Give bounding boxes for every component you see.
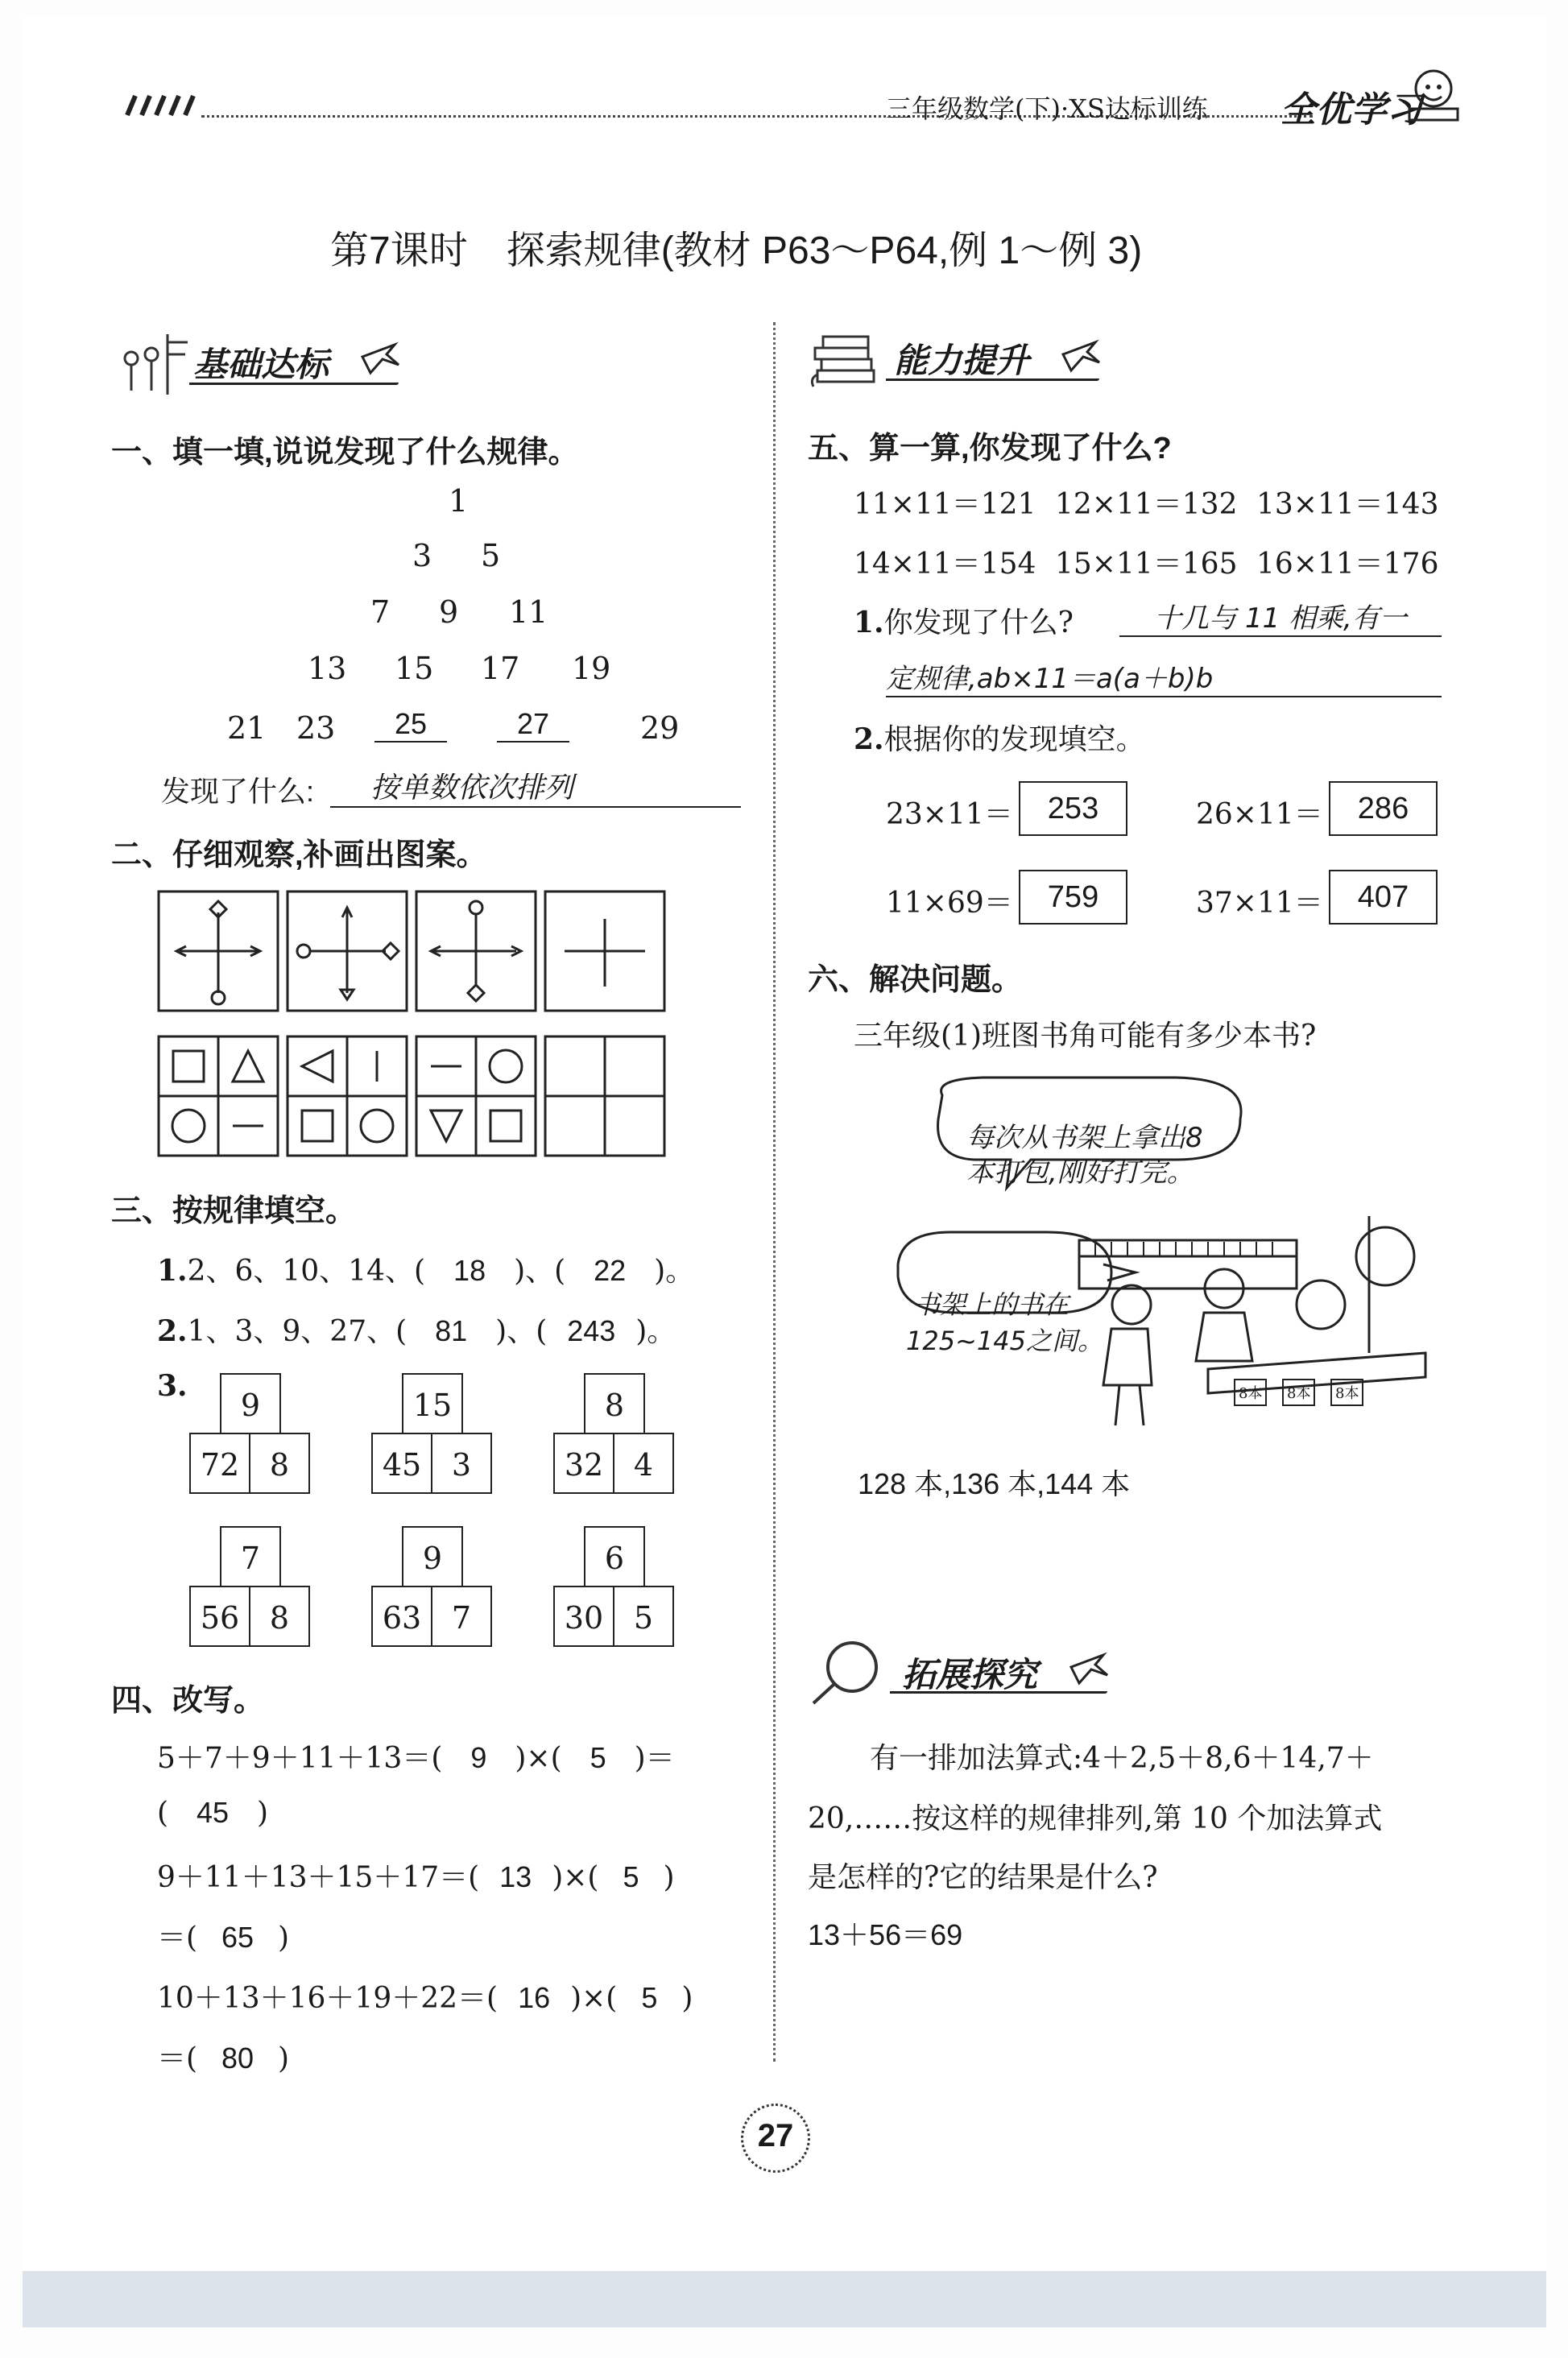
q6-answer: 128 本,136 本,144 本: [858, 1467, 1131, 1500]
scan-bottom-band: [23, 2271, 1546, 2327]
fill-box-2: 286: [1329, 781, 1438, 836]
q5-s2: [854, 717, 1145, 758]
q3-item3-num: 3.: [157, 1369, 188, 1403]
num-house-left: 72: [189, 1433, 250, 1494]
num-house-top: 6: [584, 1526, 645, 1587]
q6-label: 六、解决问题。: [808, 963, 1023, 997]
q3-item2-text: 1、3、9、27、(: [187, 1315, 408, 1348]
banner-underline: [189, 383, 399, 385]
banner-underline: [886, 379, 1099, 381]
q5-eq-row1-1: 11×11＝121: [854, 488, 1036, 521]
shape-pattern-grid: [157, 1035, 672, 1163]
num-house-top: 9: [402, 1526, 463, 1587]
plane-icon: [354, 329, 403, 380]
q3-item2-ans2: 243: [567, 1314, 616, 1347]
num-house-top: 9: [220, 1373, 281, 1434]
num-house-right: 8: [249, 1433, 310, 1494]
header-stripes: [121, 93, 201, 117]
q6-question: 三年级(1)班图书角可能有多少本书?: [854, 1020, 1317, 1053]
fill-expr-1: 23×11＝: [886, 798, 1013, 831]
q4-line1: [157, 1735, 675, 1777]
tri-5: 5: [481, 538, 501, 573]
people-icon: [111, 326, 192, 402]
tri-3: 3: [412, 538, 432, 573]
q4-l6-close: ): [278, 2042, 290, 2075]
q4-l1-mid: )×(: [515, 1742, 562, 1775]
num-house-left: 63: [371, 1586, 432, 1647]
bubble2-line2: 125~145之间。: [906, 1326, 1103, 1356]
num-house-right: 7: [431, 1586, 492, 1647]
tri-7: 7: [370, 594, 391, 630]
plane-icon: [1055, 326, 1103, 378]
num-house-left: 30: [553, 1586, 614, 1647]
q3-item1-ans2: 22: [594, 1254, 627, 1287]
num-house-left: 45: [371, 1433, 432, 1494]
page-number: 27: [757, 2118, 794, 2153]
num-house-right: 5: [613, 1586, 674, 1647]
tri-17: 17: [481, 651, 520, 686]
fill-box-4: 407: [1329, 870, 1438, 925]
q7-line2: 20,……按这样的规律排列,第 10 个加法算式: [808, 1802, 1383, 1835]
header-brand: 全优学习: [1280, 89, 1422, 130]
q4-l4-open: ＝(: [157, 1922, 198, 1955]
q4-l3-ans-a: 13: [499, 1860, 532, 1893]
books-icon: [805, 322, 886, 398]
q5-s1-text: 你发现了什么?: [883, 606, 1074, 639]
fill-expr-2: 26×11＝: [1196, 798, 1323, 831]
tri-15: 15: [395, 651, 434, 686]
q4-l1-ans-a: 9: [470, 1741, 487, 1774]
book-pack-3: 8本: [1330, 1379, 1363, 1406]
tri-23: 23: [296, 710, 336, 746]
arrow-pattern-grid: [157, 890, 672, 1018]
q5-s1: [854, 600, 1074, 641]
q3-item1-end: )。: [654, 1255, 695, 1288]
found-answer: 按单数依次排列: [330, 765, 741, 808]
tri-21: 21: [227, 710, 267, 746]
tri-13: 13: [308, 651, 347, 686]
q4-line2: [157, 1796, 268, 1830]
q5-s2-num: 2.: [854, 722, 884, 756]
q3-item2-end: )。: [635, 1315, 676, 1348]
q5-eq-row1-3: 13×11＝143: [1256, 488, 1439, 521]
fill-box-1: 253: [1019, 781, 1127, 836]
fill-box-3: 759: [1019, 870, 1127, 925]
q3-label: 三、按规律填空。: [111, 1194, 357, 1228]
magnifier-icon: [805, 1635, 886, 1711]
tri-19: 19: [572, 651, 611, 686]
tri-29: 29: [640, 710, 680, 746]
q4-line4: [157, 1915, 289, 1956]
q4-l2-open: (: [157, 1797, 169, 1830]
q5-s1-answer-line2: 定规律,ab×11＝a(a＋b)b: [886, 656, 1442, 697]
tri-answer-25: 25: [374, 707, 447, 743]
q5-eq-row2-2: 15×11＝165: [1055, 548, 1238, 581]
q1-label: 一、填一填,说说发现了什么规律。: [111, 436, 579, 470]
q4-line6: [157, 2036, 289, 2077]
q4-line3: [157, 1855, 675, 1896]
q3-item1-ans1: 18: [453, 1254, 486, 1287]
q5-s1-answer-line1: 十几与 11 相乘,有一: [1119, 596, 1442, 637]
q5-eq-row1-2: 12×11＝132: [1055, 488, 1238, 521]
banner-basic: 基础达标: [193, 345, 329, 383]
banner-underline: [890, 1691, 1107, 1694]
q4-l5-ans-b: 5: [641, 1981, 658, 2014]
bubble2-line1: 书架上的书在: [914, 1289, 1069, 1320]
fill-expr-3: 11×69＝: [886, 887, 1013, 920]
num-house-left: 32: [553, 1433, 614, 1494]
num-house-left: 56: [189, 1586, 250, 1647]
q3-item2-mid: )、(: [495, 1315, 548, 1348]
q4-l1-ans-b: 5: [590, 1741, 606, 1774]
q3-item1-mid: )、(: [514, 1255, 566, 1288]
q4-l6-ans: 80: [221, 2042, 254, 2075]
found-label: 发现了什么:: [161, 775, 315, 808]
tri-11: 11: [509, 594, 548, 630]
book-pack-2: 8本: [1282, 1379, 1315, 1406]
q4-l3-expr: 9＋11＋13＋15＋17＝(: [157, 1861, 480, 1894]
tri-answer-27: 27: [497, 707, 569, 743]
fill-expr-4: 37×11＝: [1196, 887, 1323, 920]
q4-l3-ans-b: 5: [623, 1860, 639, 1893]
num-house-right: 3: [431, 1433, 492, 1494]
q4-l3-mid: )×(: [552, 1861, 599, 1894]
q3-item2: [157, 1309, 676, 1350]
num-house-right: 8: [249, 1586, 310, 1647]
bubble1-line2: 本打包,刚好打完。: [966, 1156, 1194, 1189]
tri-9: 9: [439, 594, 459, 630]
q2-label: 二、仔细观察,补画出图案。: [111, 838, 487, 872]
q4-l6-open: ＝(: [157, 2042, 198, 2075]
q4-l1-end: )＝: [634, 1742, 675, 1775]
q5-label: 五、算一算,你发现了什么?: [808, 432, 1172, 465]
q7-line3: 是怎样的?它的结果是什么?: [808, 1861, 1158, 1894]
q4-l5-ans-a: 16: [518, 1981, 551, 2014]
num-house-right: 4: [613, 1433, 674, 1494]
q3-item1-text: 2、6、10、14、(: [187, 1255, 426, 1288]
q7-line1: 有一排加法算式:4＋2,5＋8,6＋14,7＋: [870, 1742, 1374, 1775]
column-divider: [773, 322, 776, 2062]
mascot-icon: [1401, 64, 1466, 132]
num-house-top: 15: [402, 1373, 463, 1434]
bubble1-line1: 每次从书架上拿出8: [966, 1122, 1203, 1154]
q4-l3-end: ): [663, 1861, 675, 1894]
q5-s1-num: 1.: [854, 606, 884, 639]
num-house-top: 7: [220, 1526, 281, 1587]
num-house-top: 8: [584, 1373, 645, 1434]
page-title: 第7课时 探索规律(教材 P63～P64,例 1～例 3): [330, 230, 1143, 272]
q4-l4-ans: 65: [221, 1921, 254, 1954]
q4-l1-expr: 5＋7＋9＋11＋13＝(: [157, 1742, 443, 1775]
q4-l2-close: ): [257, 1797, 269, 1830]
q4-l4-close: ): [278, 1922, 290, 1955]
book-pack-1: 8本: [1234, 1379, 1267, 1406]
q3-item2-ans1: 81: [435, 1314, 468, 1347]
q3-item2-num: 2.: [157, 1314, 188, 1348]
q3-item1-num: 1.: [157, 1254, 188, 1288]
banner-extension: 拓展探究: [902, 1656, 1038, 1694]
q4-l2-ans: 45: [197, 1796, 230, 1829]
q3-item1: [157, 1248, 694, 1289]
header-text: 三年级数学(下)·XS达标训练: [886, 93, 1208, 124]
q7-answer: 13＋56＝69: [808, 1918, 963, 1951]
banner-ability: 能力提升: [894, 341, 1030, 379]
q5-s2-text: 根据你的发现填空。: [883, 723, 1145, 756]
q4-l5-expr: 10＋13＋16＋19＋22＝(: [157, 1982, 499, 2015]
q5-eq-row2-3: 16×11＝176: [1256, 548, 1439, 581]
plane-icon: [1063, 1639, 1111, 1690]
q4-l5-mid: )×(: [570, 1982, 618, 2015]
tri-1: 1: [449, 483, 469, 519]
q4-l5-end: ): [681, 1982, 693, 2015]
q4-label: 四、改写。: [111, 1684, 265, 1718]
q5-eq-row2-1: 14×11＝154: [854, 548, 1036, 581]
q4-line5: [157, 1975, 693, 2017]
